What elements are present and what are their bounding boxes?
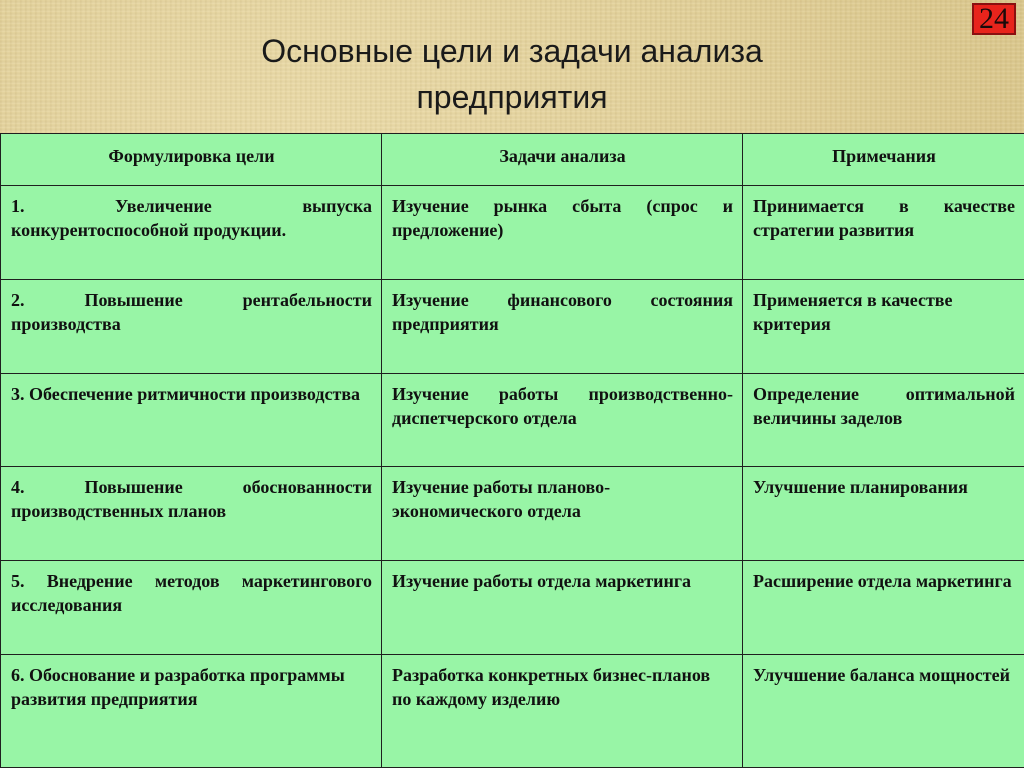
table-header-row [1, 134, 1024, 186]
task-cell: Изучение финансового состояния предприятия [382, 279, 743, 373]
table-row [1, 373, 1024, 467]
task-cell: Изучение работы отдела маркетинга [382, 561, 743, 655]
header-tasks: Задачи анализа [382, 134, 743, 186]
goal-cell: 1. Увеличение выпуска конкурентоспособной продукции. [1, 186, 382, 280]
header-goal: Формулировка цели [1, 134, 382, 186]
title-line-1: Основные цели и задачи анализа [261, 33, 763, 69]
goals-tasks-table [0, 133, 1024, 768]
header-notes: Примечания [743, 134, 1024, 186]
table-row [1, 561, 1024, 655]
task-cell: Изучение рынка сбыта (спрос и предложение) [382, 186, 743, 280]
note-cell: Улучшение планирования [743, 467, 1024, 561]
goal-cell: 6. Обоснование и разработка программы развития предприятия [1, 654, 382, 767]
table-row [1, 279, 1024, 373]
note-cell: Применяется в качестве критерия [743, 279, 1024, 373]
table-row [1, 467, 1024, 561]
task-cell: Изучение работы производственно-диспетчерского отдела [382, 373, 743, 467]
goal-cell: 2. Повышение рентабельности производства [1, 279, 382, 373]
goal-cell: 5. Внедрение методов маркетингового исследования [1, 561, 382, 655]
note-cell: Определение оптимальной величины заделов [743, 373, 1024, 467]
table-row [1, 654, 1024, 767]
task-cell: Разработка конкретных бизнес-планов по каждому изделию [382, 654, 743, 767]
goal-cell: 4. Повышение обоснованности производственных планов [1, 467, 382, 561]
task-cell: Изучение работы планово-экономического отдела [382, 467, 743, 561]
note-cell: Расширение отдела маркетинга [743, 561, 1024, 655]
table-row [1, 186, 1024, 280]
note-cell: Принимается в качестве стратегии развития [743, 186, 1024, 280]
title-line-2: предприятия [416, 79, 608, 115]
slide-number-badge: 24 [972, 3, 1016, 35]
note-cell: Улучшение баланса мощностей [743, 654, 1024, 767]
page-title [0, 28, 1024, 120]
goal-cell: 3. Обеспечение ритмичности производства [1, 373, 382, 467]
